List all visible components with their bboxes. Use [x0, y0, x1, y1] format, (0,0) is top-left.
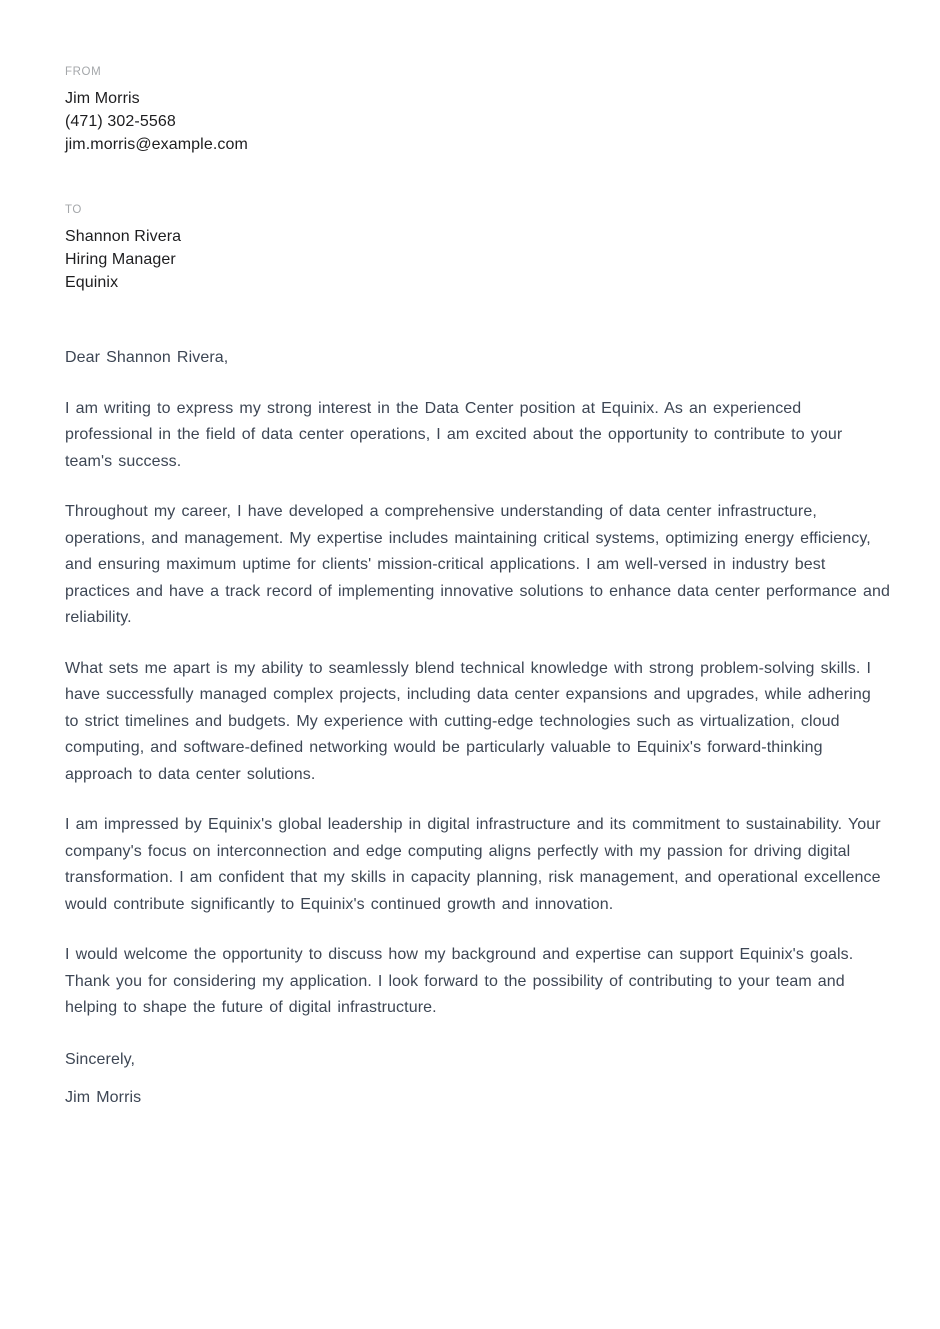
paragraph: I would welcome the opportunity to discuss how my background and expertise can support Equinix's goals. Thank you for considering my application. I look forward to the possibility of contributing to your team and helping to shape the future of digital infrastructure.	[65, 946, 854, 1016]
from-label: FROM	[65, 66, 102, 78]
to-company: Equinix	[65, 274, 119, 291]
to-section	[65, 203, 890, 294]
signature: Jim Morris	[65, 1089, 142, 1106]
paragraph: What sets me apart is my ability to seamlessly blend technical knowledge with strong problem-solving skills. I have successfully managed complex projects, including data center expansions and upgrades, while adhering to strict timelines and budgets. My experience with cutting-edge technologies such as virtualization, cloud computing, and software-defined networking would be particularly valuable to Equinix's forward-thinking approach to data center solutions.	[65, 659, 871, 783]
to-title: Hiring Manager	[65, 251, 176, 268]
paragraph: I am writing to express my strong interest in the Data Center position at Equinix. As an experienced professional in the field of data center operations, I am excited about the opportunity to contribute to your team's success.	[65, 399, 843, 470]
from-phone: (471) 302-5568	[65, 113, 176, 130]
paragraph: Throughout my career, I have developed a comprehensive understanding of data center infrastructure, operations, and management. My expertise includes maintaining critical systems, optimizing energy efficiency, and ensuring maximum uptime for clients' mission-critical applications. I am well-versed in industry best practices and have a track record of implementing innovative solutions to enhance data center performance and reliability.	[65, 503, 890, 626]
closing: Sincerely,	[65, 1050, 136, 1068]
to-recipient: Shannon Rivera	[65, 228, 182, 245]
from-email: jim.morris@example.com	[65, 136, 248, 153]
from-name: Jim Morris	[65, 90, 140, 107]
letter-body	[65, 345, 890, 1112]
to-label: TO	[65, 204, 82, 216]
salutation: Dear Shannon Rivera,	[65, 349, 229, 366]
from-section	[65, 65, 890, 156]
paragraph: I am impressed by Equinix's global leadership in digital infrastructure and its commitment to sustainability. Your company's focus on interconnection and edge computing aligns perfectly with my passion for driving digital transformation. I am confident that my skills in capacity planning, risk management, and operational excellence would contribute significantly to Equinix's continued growth and innovation.	[65, 816, 881, 913]
